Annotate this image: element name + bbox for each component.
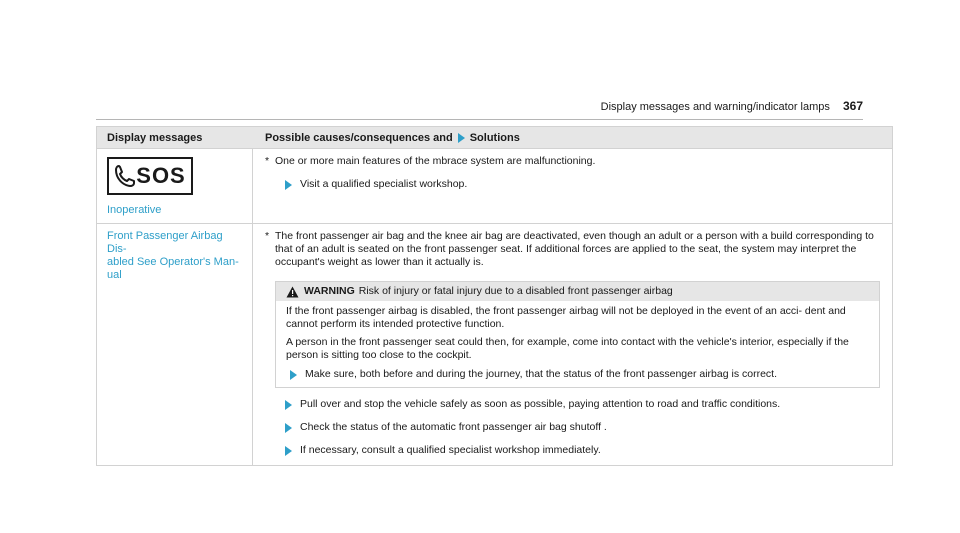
solution-step <box>265 421 880 434</box>
phone-icon <box>114 164 136 188</box>
play-arrow-icon <box>285 446 292 456</box>
solution-step-text: Visit a qualified specialist workshop. <box>300 178 468 190</box>
table-row <box>97 223 892 465</box>
play-arrow-icon <box>285 180 292 190</box>
solution-step-text: Check the status of the automatic front passenger air bag shutoff . <box>300 421 607 433</box>
solution-step <box>265 178 880 191</box>
star-note: * One or more main features of the mbrace system are malfunctioning. <box>265 155 596 167</box>
play-arrow-icon <box>458 133 465 143</box>
section-title: Display messages and warning/indicator lamps <box>600 101 830 113</box>
page-header <box>601 99 863 113</box>
message-text-line: abled See Operator's Man- <box>107 256 239 268</box>
column-header-solutions-label: Solutions <box>469 131 520 144</box>
solution-step-text: Pull over and stop the vehicle safely as soon as possible, paying attention to road and traffic conditions. <box>300 398 781 410</box>
message-cell <box>97 149 253 223</box>
solution-step <box>265 444 880 457</box>
causes-cell <box>253 224 892 465</box>
star-note-text: One or more main features of the mbrace system are malfunctioning. <box>275 155 596 167</box>
warning-summary: Risk of injury or fatal injury due to a disabled front passenger airbag <box>358 285 673 297</box>
message-text: Inoperative <box>107 204 162 216</box>
warning-paragraph: If the front passenger airbag is disabled, the front passenger airbag will not be deployed in the event of an acci- dent and cannot perform its intended protective function. <box>286 305 846 330</box>
display-messages-table <box>96 126 893 466</box>
warning-step <box>286 368 869 381</box>
play-arrow-icon <box>290 370 297 380</box>
warning-step-text: Make sure, both before and during the journey, that the status of the front passenger airbag is correct. <box>305 368 777 380</box>
table-row <box>97 148 892 223</box>
table-header <box>97 127 892 148</box>
star-note: * The front passenger air bag and the knee air bag are deactivated, even though an adult or a person with a build corresponding to that of an adult is seated on the front passenger seat. If additional forces are applied to the seat, the system may interpret the occupant's weight as lower than it actually is. <box>265 230 880 269</box>
page-number: 367 <box>842 99 863 113</box>
causes-cell <box>253 149 892 223</box>
warning-title: WARNING <box>304 285 355 297</box>
warning-header <box>276 282 879 301</box>
star-note-text: The front passenger air bag and the knee air bag are deactivated, even though an adult or a person with a build corresponding to that of an adult is seated on the front passenger seat. If additional forces are applied to the seat, the system may interpret the occupant's weight as lower than it actually is. <box>275 230 874 268</box>
warning-body <box>276 301 879 387</box>
message-text-line: ual <box>107 269 122 281</box>
warning-paragraph: A person in the front passenger seat could then, for example, come into contact with the vehicle's interior, especially if the person is sitting too close to the cockpit. <box>286 336 849 361</box>
solution-step-text: If necessary, consult a qualified specialist workshop immediately. <box>300 444 601 456</box>
play-arrow-icon <box>285 400 292 410</box>
header-divider <box>96 119 863 120</box>
warning-box <box>275 281 880 388</box>
play-arrow-icon <box>285 423 292 433</box>
solution-step <box>265 398 880 411</box>
column-header-causes-solutions <box>253 132 892 144</box>
message-text-line: Front Passenger Airbag Dis- <box>107 230 223 255</box>
warning-triangle-icon <box>286 286 299 298</box>
sos-label: SOS <box>136 163 186 188</box>
column-header-display-messages: Display messages <box>107 131 203 144</box>
sos-phone-icon <box>107 157 193 195</box>
column-header-causes-label: Possible causes/consequences and <box>265 131 453 144</box>
message-cell <box>97 224 253 465</box>
